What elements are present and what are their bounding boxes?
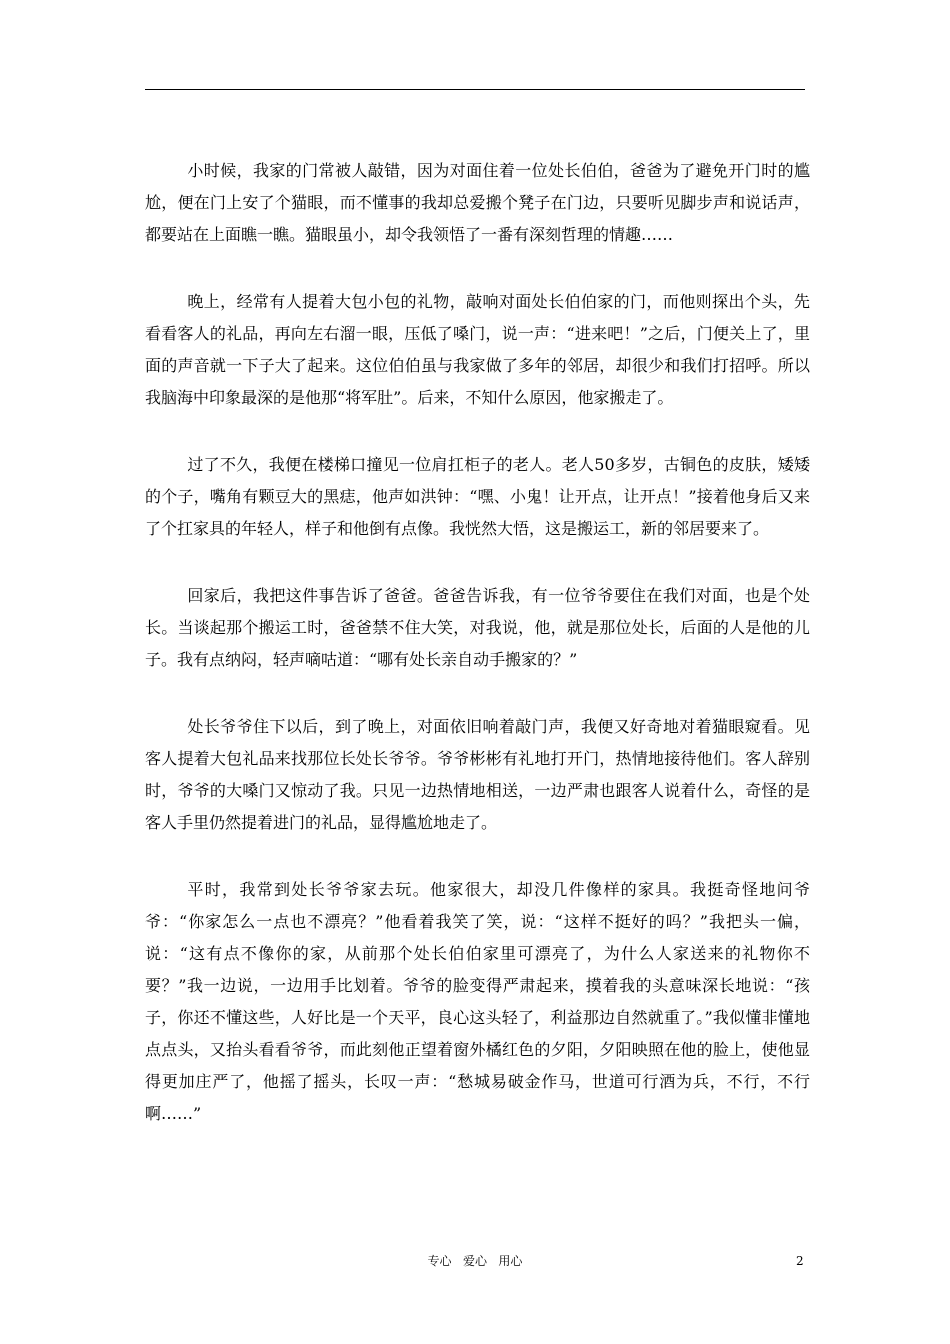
header-rule bbox=[145, 89, 805, 90]
paragraph-4: 回家后，我把这件事告诉了爸爸。爸爸告诉我，有一位爷爷要住在我们对面，也是个处长。当谈起那个搬运工时，爸爸禁不住大笑，对我说，他，就是那位处长，后面的人是他的儿子。我有点纳闷，轻声嘀咕道：“哪有处长亲自动手搬家的？” bbox=[145, 586, 810, 669]
paragraph-5: 处长爷爷住下以后，到了晚上，对面依旧响着敲门声，我便又好奇地对着猫眼窥看。见客人提着大包礼品来找那位长处长爷爷。爷爷彬彬有礼地打开门，热情地接待他们。客人辞别时，爷爷的大嗓门又惊动了我。只见一边热情地相送，一边严肃也跟客人说着什么，奇怪的是客人手里仍然提着进门的礼品，显得尴尬地走了。 bbox=[145, 717, 810, 832]
paragraph-1: 小时候，我家的门常被人敲错，因为对面住着一位处长伯伯，爸爸为了避免开门时的尴尬，便在门上安了个猫眼，而不懂事的我却总爱搬个凳子在门边，只要听见脚步声和说话声，都要站在上面瞧一瞧。猫眼虽小，却令我领悟了一番有深刻哲理的情趣…… bbox=[145, 161, 810, 244]
paragraph-2: 晚上，经常有人提着大包小包的礼物，敲响对面处长伯伯家的门，而他则探出个头，先看看客人的礼品，再向左右溜一眼，压低了嗓门，说一声：“进来吧！”之后，门便关上了，里面的声音就一下子大了起来。这位伯伯虽与我家做了多年的邻居，却很少和我们打招呼。所以我脑海中印象最深的是他那“将军肚”。后来，不知什么原因，他家搬走了。 bbox=[145, 292, 810, 407]
paragraph-3: 过了不久，我便在楼梯口撞见一位肩扛柜子的老人。老人50多岁，古铜色的皮肤，矮矮的个子，嘴角有颗豆大的黑痣，他声如洪钟：“嘿、小鬼！让开点，让开点！”接着他身后又来了个扛家具的年轻人，样子和他倒有点像。我恍然大悟，这是搬运工，新的邻居要来了。 bbox=[145, 455, 810, 538]
article-body bbox=[145, 155, 810, 1165]
page-number: 2 bbox=[796, 1254, 804, 1268]
footer-motto: 专心 爱心 用心 bbox=[427, 1254, 523, 1268]
paragraph-6: 平时，我常到处长爷爷家去玩。他家很大，却没几件像样的家具。我挺奇怪地问爷爷：“你家怎么一点也不漂亮？”他看着我笑了笑，说：“这样不挺好的吗？”我把头一偏，说：“这有点不像你的家，从前那个处长伯伯家里可漂亮了，为什么人家送来的礼物你不要？”我一边说，一边用手比划着。爷爷的脸变得严肃起来，摸着我的头意味深长地说：“孩子，你还不懂这些，人好比是一个天平，良心这头轻了，利益那边自然就重了。”我似懂非懂地点点头，又抬头看看爷爷，而此刻他正望着窗外橘红色的夕阳，夕阳映照在他的脸上，使他显得更加庄严了，他摇了摇头，长叹一声：“愁城易破金作马，世道可行酒为兵，不行，不行啊……” bbox=[145, 880, 810, 1123]
